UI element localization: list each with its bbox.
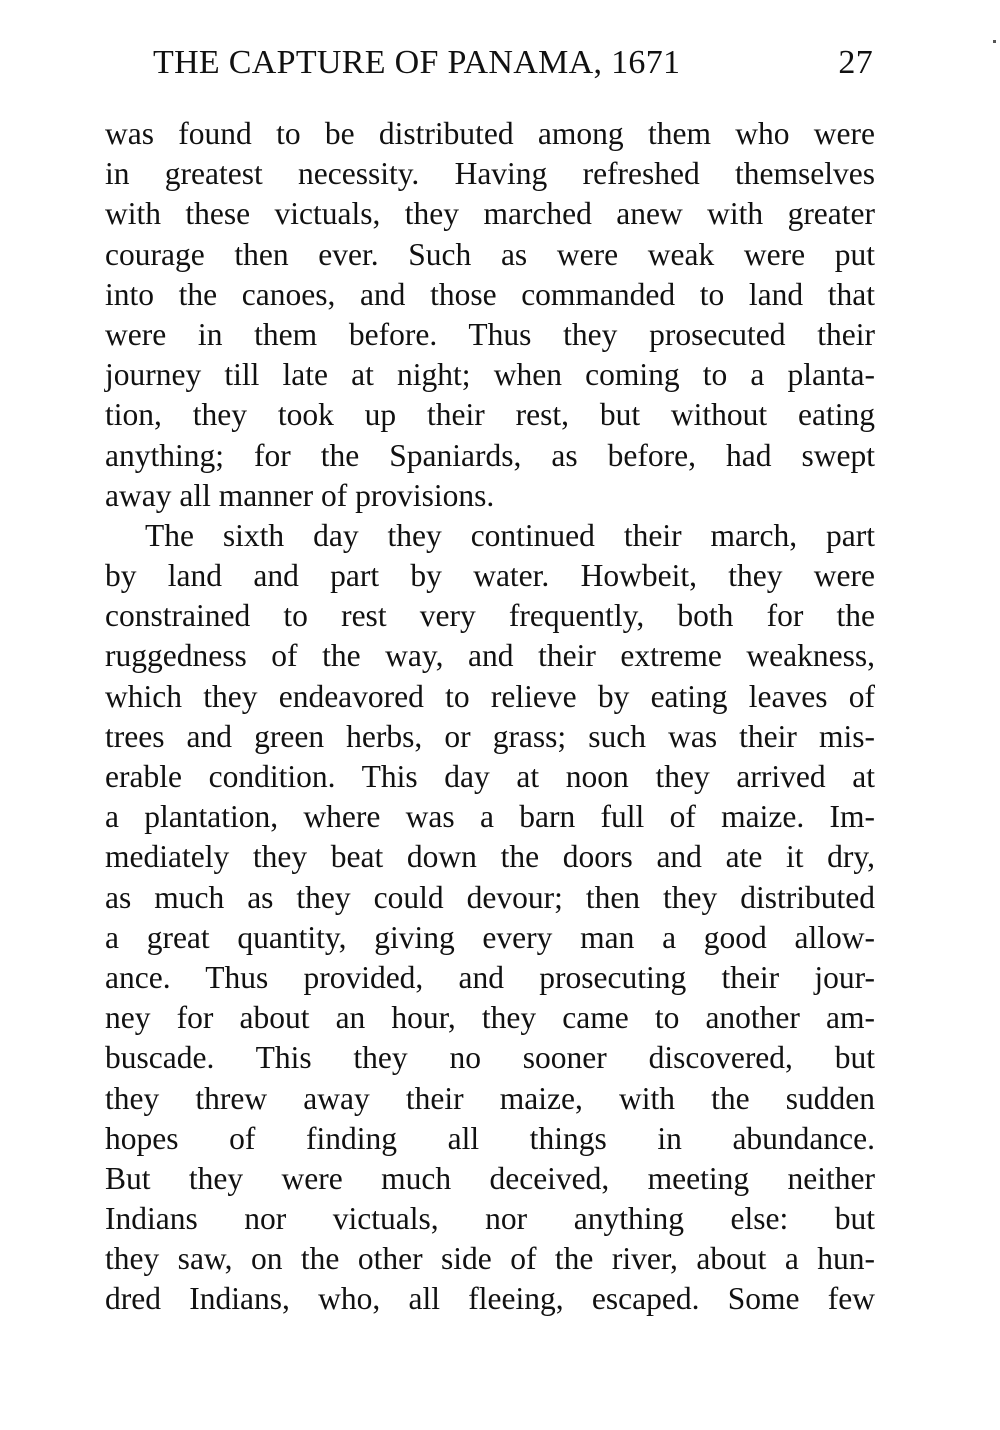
text-line: they saw, on the other side of the river, about a hun- [105, 1241, 875, 1277]
text-line: anything; for the Spaniards, as before, had swept [105, 437, 875, 473]
text-line: ney for about an hour, they came to another am- [105, 1000, 875, 1036]
text-line: into the canoes, and those commanded to land that [105, 276, 875, 312]
text-line: dred Indians, who, all fleeing, escaped. Some few [105, 1281, 875, 1317]
running-title: THE CAPTURE OF PANAMA, 1671 [153, 44, 681, 81]
text-line: But they were much deceived, meeting neither [105, 1160, 875, 1196]
text-line: a plantation, where was a barn full of maize. Im- [105, 799, 875, 835]
text-line: mediately they beat down the doors and ate it dry, [105, 839, 875, 875]
text-line: journey till late at night; when coming to a planta- [105, 357, 875, 393]
text-line: away all manner of provisions. [105, 477, 495, 513]
text-line: which they endeavored to relieve by eating leaves of [105, 678, 875, 714]
text-line: by land and part by water. Howbeit, they were [105, 558, 875, 594]
text-line: ance. Thus provided, and prosecuting their jour- [105, 959, 875, 995]
page-number: 27 [838, 44, 873, 81]
text-line: in greatest necessity. Having refreshed themselves [105, 156, 875, 192]
text-line: as much as they could devour; then they distributed [105, 879, 875, 915]
text-line: hopes of finding all things in abundance. [105, 1120, 875, 1156]
text-line: tion, they took up their rest, but without eating [105, 397, 875, 433]
running-head [105, 44, 875, 94]
text-line: courage then ever. Such as were weak were put [105, 236, 875, 272]
body-text [105, 114, 875, 1320]
text-line: trees and green herbs, or grass; such was their mis- [105, 718, 875, 754]
text-line: was found to be distributed among them who were [105, 116, 875, 151]
margin-speck [993, 40, 996, 43]
text-line: a great quantity, giving every man a good allow- [105, 919, 875, 955]
text-line: buscade. This they no sooner discovered, but [105, 1040, 875, 1076]
text-line: Indians nor victuals, nor anything else: but [105, 1201, 875, 1237]
text-line: ruggedness of the way, and their extreme weakness, [105, 638, 875, 674]
text-line: with these victuals, they marched anew with greater [105, 196, 875, 232]
text-line: they threw away their maize, with the sudden [105, 1080, 875, 1116]
text-line: The sixth day they continued their march, part [145, 517, 875, 553]
text-line: erable condition. This day at noon they arrived at [105, 759, 875, 794]
text-line: were in them before. Thus they prosecuted their [105, 316, 875, 352]
text-line: constrained to rest very frequently, both for the [105, 598, 875, 634]
